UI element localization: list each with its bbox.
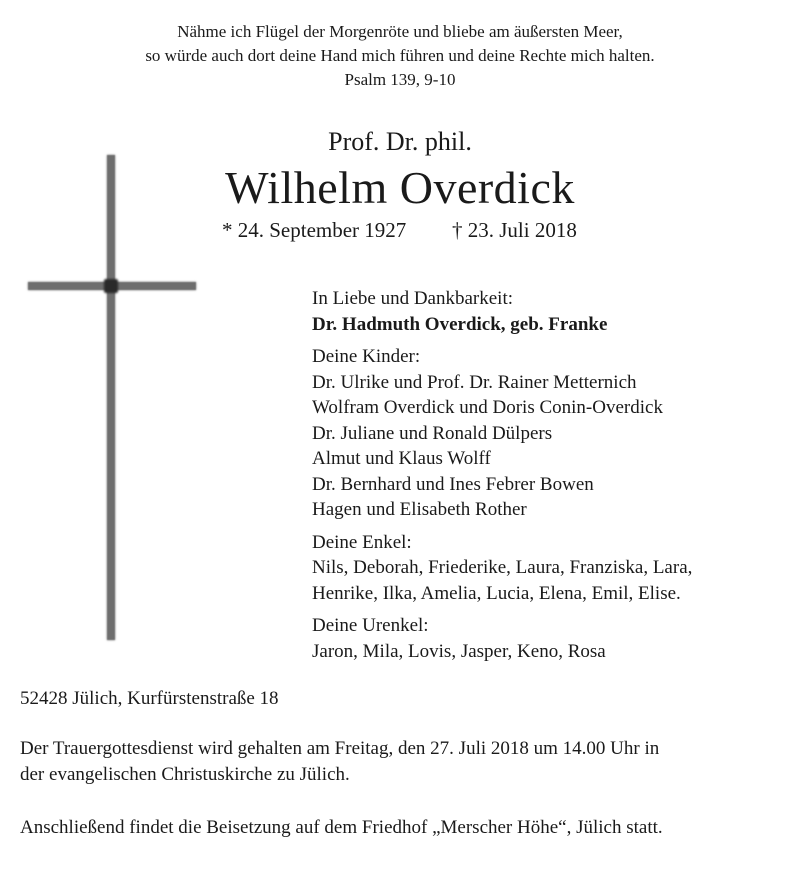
- spouse-name: Dr. Hadmuth Overdick, geb. Franke: [312, 313, 608, 335]
- family-address: 52428 Jülich, Kurfürstenstraße 18: [20, 688, 279, 709]
- child-entry: Dr. Juliane und Ronald Dülpers: [312, 422, 553, 444]
- service-line-2: der evangelischen Christuskirche zu Jülich.: [20, 764, 350, 785]
- funeral-service-info: [20, 736, 659, 788]
- verse-line-1: Nähme ich Flügel der Morgenröte und bliebe am äußersten Meer,: [177, 22, 623, 41]
- bible-verse: [0, 20, 800, 92]
- grandchildren-heading: Deine Enkel:: [312, 531, 412, 553]
- child-entry: Almut und Klaus Wolff: [312, 448, 491, 469]
- birth-date: * 24. September 1927: [222, 218, 407, 242]
- children-heading: Deine Kinder:: [312, 346, 421, 367]
- child-entry: Hagen und Elisabeth Rother: [312, 499, 527, 520]
- cross-center: [104, 279, 118, 293]
- mourners-intro: In Liebe und Dankbarkeit:: [312, 288, 514, 309]
- cross-vertical-beam: [107, 155, 115, 640]
- great-grandchildren-heading: Deine Urenkel:: [312, 615, 429, 636]
- child-entry: Wolfram Overdick und Doris Conin-Overdick: [312, 397, 663, 418]
- academic-title: Prof. Dr. phil.: [328, 127, 472, 156]
- service-line-1: Der Trauergottesdienst wird gehalten am Freitag, den 27. Juli 2018 um 14.00 Uhr in: [20, 738, 660, 759]
- verse-reference: Psalm 139, 9-10: [344, 70, 456, 89]
- deceased-name: Wilhelm Overdick: [225, 162, 575, 213]
- grandchildren-line: Henrike, Ilka, Amelia, Lucia, Elena, Emil, Elise.: [312, 582, 681, 604]
- burial-info: Anschließend findet die Beisetzung auf dem Friedhof „Merscher Höhe“, Jülich statt.: [20, 817, 663, 838]
- great-grandchildren-line: Jaron, Mila, Lovis, Jasper, Keno, Rosa: [312, 640, 606, 662]
- grandchildren-line: Nils, Deborah, Friederike, Laura, Franziska, Lara,: [312, 557, 693, 578]
- child-entry: Dr. Bernhard und Ines Febrer Bowen: [312, 473, 594, 495]
- child-entry: Dr. Ulrike und Prof. Dr. Rainer Metternich: [312, 371, 637, 393]
- mourners-list: [312, 286, 692, 664]
- verse-line-2: so würde auch dort deine Hand mich führen und deine Rechte mich halten.: [145, 46, 655, 65]
- death-date: † 23. Juli 2018: [452, 218, 577, 242]
